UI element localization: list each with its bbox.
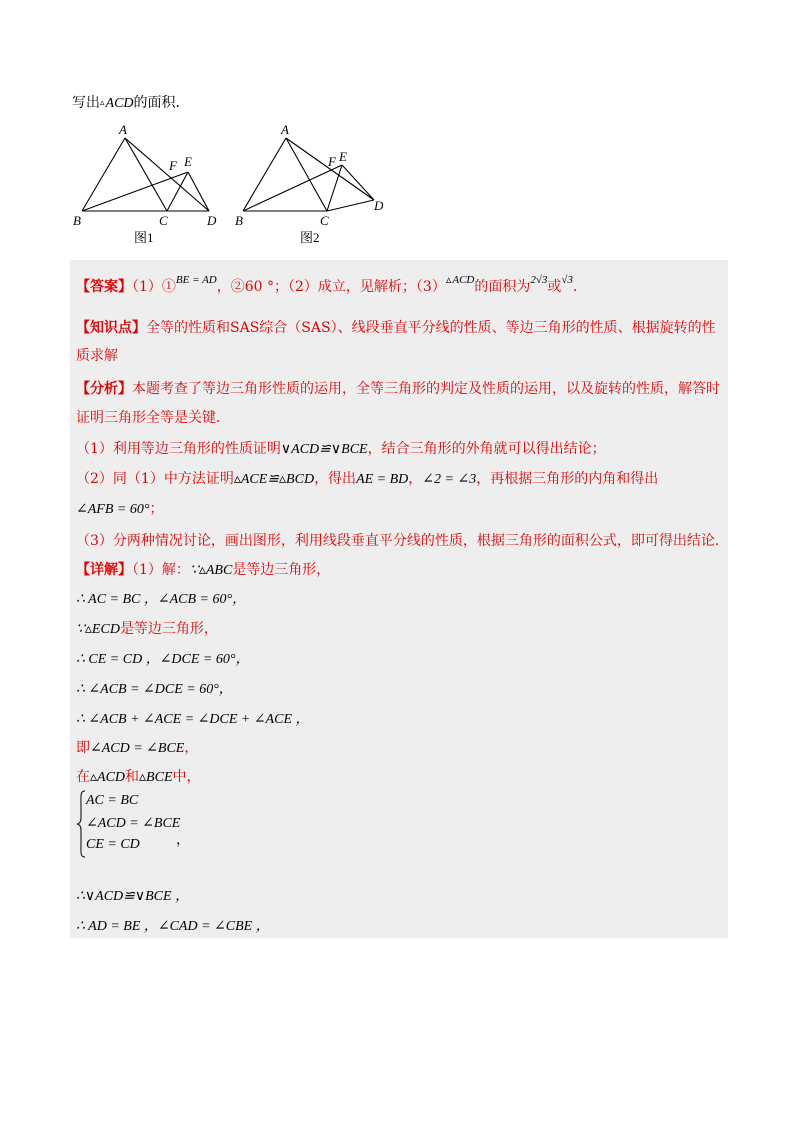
fig1-label-D: D — [207, 213, 217, 228]
detail-l8-text-b: 和 — [125, 769, 140, 785]
knowledge-tag: 【知识点】 — [76, 320, 146, 336]
detail-line-4: ∴ CE = CD ，∠DCE = 60°， — [76, 652, 250, 667]
step2-math-1: ▵ACE≌▵BCD — [233, 472, 315, 487]
detail-l7-math: ∠ACD = ∠BCE — [90, 741, 185, 756]
step2-math-2: AE = BD — [356, 472, 409, 487]
detail-line-7 — [76, 737, 198, 757]
detail-l7-text-a: 即 — [76, 740, 90, 756]
fig1-label-F: F — [169, 158, 177, 173]
answer-part1: （1）① — [132, 279, 176, 295]
analysis-step-2-cont — [76, 498, 163, 518]
answer-value-1: 2√3 — [530, 274, 548, 286]
fig2-segment-BE — [243, 165, 342, 211]
figure-1-labels — [73, 122, 217, 245]
step2-text-a: （2）同（1）中方法证明 — [76, 471, 234, 487]
answer-part3: 的面积为 — [474, 279, 531, 295]
fig1-label-A: A — [119, 122, 127, 137]
knowledge-line-1 — [76, 317, 716, 337]
step1-text-b: ，结合三角形的外角就可以得出结论； — [367, 441, 606, 457]
detail-l7-text-b: ， — [184, 740, 199, 756]
detail-l8-text-c: 中， — [172, 769, 201, 785]
detail-line-2: ∴ AC = BC ，∠ACB = 60°， — [76, 592, 247, 607]
figures-svg — [68, 120, 408, 252]
triangle-symbol: ▵ — [100, 98, 105, 108]
intro-suffix: 的面积． — [133, 95, 190, 111]
step2-text-b: ，得出 — [314, 471, 357, 487]
step2-text-d: ，再根据三角形的内角和得出 — [476, 471, 659, 487]
fig2-caption: 图2 — [300, 230, 320, 245]
analysis-step-3: （3）分两种情况讨论，画出图形，利用线段垂直平分线的性质，根据三角形的面积公式，即可得出结论． — [76, 533, 729, 549]
detail-l1-text-b: 是等边三角形， — [232, 562, 331, 578]
fig1-label-B: B — [73, 213, 81, 228]
figure-2 — [243, 138, 374, 211]
detail-line-1 — [76, 559, 330, 579]
system-eq-1: AC = BC — [86, 793, 139, 808]
detail-line-10: ∴ AD = BE ，∠CAD = ∠CBE ， — [76, 919, 270, 934]
knowledge-text-1: 全等的性质和SAS综合（SAS）、线段垂直平分线的性质、等边三角形的性质、根据旋转的性 — [146, 320, 716, 336]
step1-text-a: （1）利用等边三角形的性质证明 — [76, 441, 281, 457]
fig2-label-D: D — [374, 198, 384, 213]
analysis-tag: 【分析】 — [76, 381, 132, 397]
fig1-segment-AC — [125, 138, 167, 211]
fig2-label-C: C — [320, 213, 329, 228]
fig1-segment-AD — [125, 138, 209, 211]
fig1-caption: 图1 — [134, 230, 154, 245]
system-eq-2: ∠ACD = ∠BCE — [86, 816, 181, 831]
system-eq-3: CE = CD — [86, 837, 140, 852]
figure-2-labels — [235, 122, 384, 245]
figure-1 — [82, 138, 209, 211]
answer-line — [76, 273, 587, 296]
fig2-label-B: B — [235, 213, 243, 228]
step2-text-c: ， — [408, 471, 423, 487]
detail-l8-math-2: ▵BCE — [139, 770, 173, 785]
detail-l3-text: 是等边三角形， — [119, 621, 218, 637]
fig2-segment-CD — [327, 200, 374, 211]
solution-panel — [70, 260, 728, 938]
detail-line-6: ∴ ∠ACB + ∠ACE = ∠DCE + ∠ACE ， — [76, 712, 310, 727]
fig2-label-F: F — [328, 154, 336, 169]
detail-line-3 — [76, 618, 218, 638]
detail-tag: 【详解】 — [76, 562, 132, 578]
knowledge-line-2: 质求解 — [76, 348, 118, 364]
detail-line-9: ∴∨ACD≌∨BCE ， — [76, 889, 190, 904]
problem-intro — [72, 92, 190, 112]
detail-line-8 — [76, 766, 201, 786]
analysis-step-2 — [76, 468, 658, 488]
answer-triangle-symbol: ▵ — [445, 273, 452, 286]
fig2-label-E: E — [339, 149, 347, 164]
step1-math: ∨ACD≌∨BCE — [280, 442, 368, 457]
analysis-text-1: 本题考查了等边三角形性质的运用，全等三角形的判定及性质的运用，以及旋转的性质，解答时 — [132, 381, 720, 397]
answer-tag: 【答案】 — [76, 279, 132, 295]
step2-math-3: ∠2 = ∠3 — [422, 472, 477, 487]
detail-l8-math-1: ▵ACD — [90, 770, 126, 785]
answer-eq1: BE = AD — [175, 274, 217, 286]
analysis-line-1 — [76, 378, 720, 398]
answer-end: ． — [572, 279, 587, 295]
fig1-label-C: C — [159, 213, 168, 228]
analysis-line-2: 证明三角形全等是关键． — [76, 410, 230, 426]
system-comma: ， — [176, 832, 190, 848]
intro-prefix: 写出 — [72, 95, 100, 111]
step2-math-4: ∠AFB = 60° — [76, 502, 150, 517]
detail-l3-math: ∵▵ECD — [76, 622, 120, 637]
fig1-segment-BA — [82, 138, 125, 211]
detail-l1-math: ∵▵ABC — [189, 563, 233, 578]
answer-or: 或 — [547, 279, 562, 295]
detail-l1-text-a: （1）解： — [132, 562, 190, 578]
detail-line-5: ∴ ∠ACB = ∠DCE = 60°， — [76, 682, 233, 697]
detail-l8-text-a: 在 — [76, 769, 90, 785]
fig1-segment-ED — [188, 172, 209, 211]
geometry-figures — [68, 120, 408, 252]
answer-triangle-name: ACD — [452, 274, 475, 286]
system-brace — [76, 790, 86, 858]
step2-text-e: ； — [149, 501, 164, 517]
fig2-label-A: A — [281, 122, 289, 137]
fig2-segment-ED — [342, 165, 374, 200]
fig2-segment-AD — [286, 138, 374, 200]
answer-value-2: √3 — [561, 274, 573, 286]
intro-triangle-name: ACD — [105, 96, 134, 111]
fig2-segment-BA — [243, 138, 286, 211]
analysis-step-1 — [76, 438, 606, 458]
fig1-segment-BE — [82, 172, 188, 211]
fig1-label-E: E — [184, 154, 192, 169]
answer-part2: ，②60 °；（2）成立，见解析；（3） — [216, 279, 446, 295]
